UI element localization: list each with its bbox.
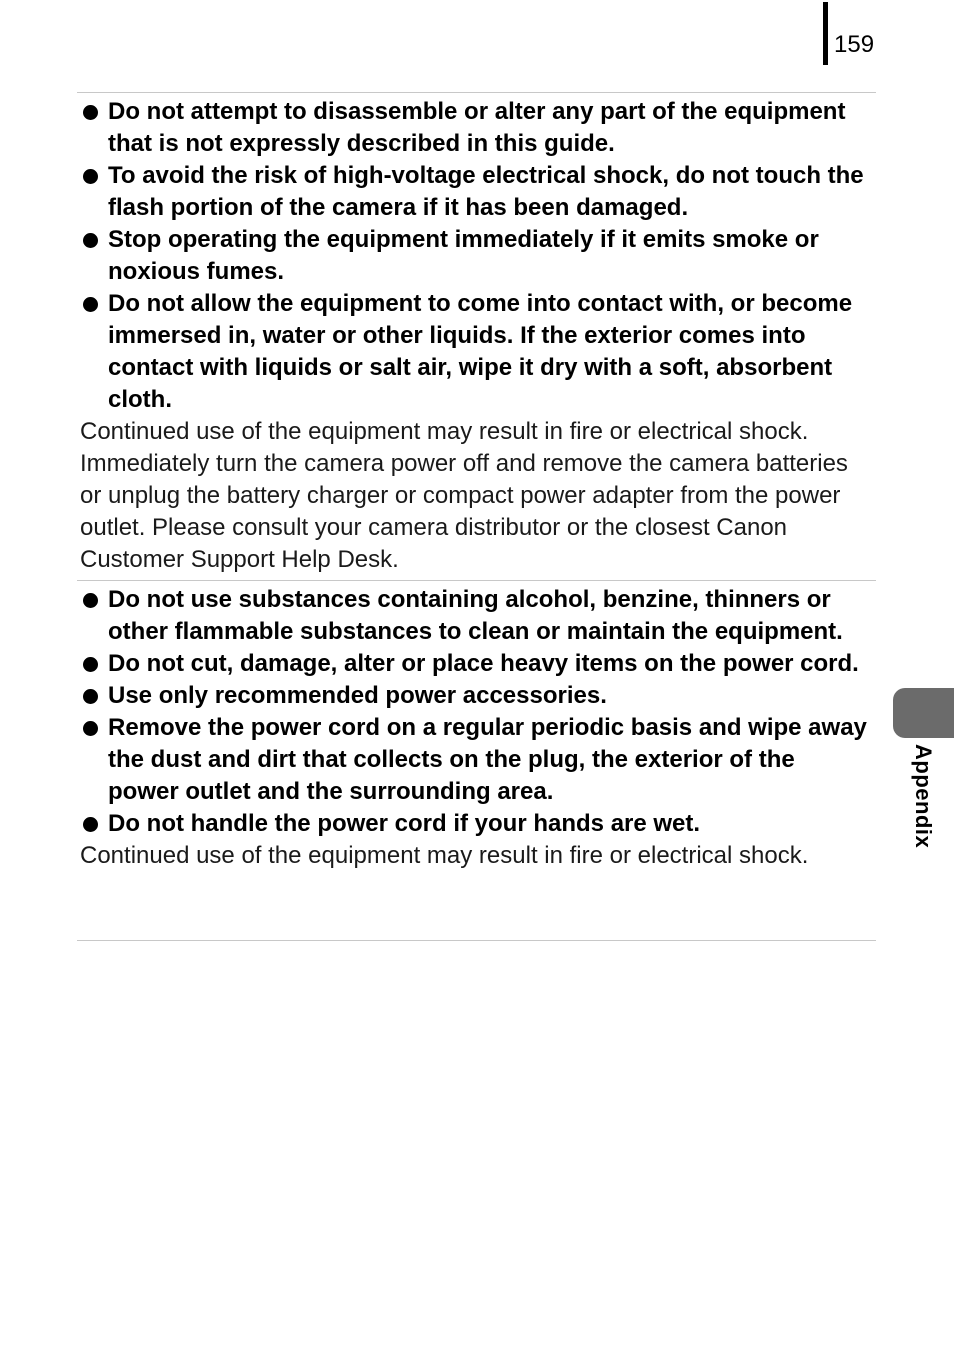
- appendix-tab-marker: [893, 688, 954, 738]
- warning-item: [80, 160, 872, 224]
- warning-text: Do not handle the power cord if your hands are wet.: [108, 810, 701, 837]
- page-number: 159: [834, 31, 875, 58]
- bullet-icon: [83, 593, 98, 608]
- warning-text: Do not cut, damage, alter or place heavy items on the power cord.: [108, 650, 859, 677]
- warning-item: [80, 712, 872, 808]
- bullet-icon: [83, 721, 98, 736]
- appendix-tab-label: Appendix: [911, 744, 936, 849]
- bullet-icon: [83, 689, 98, 704]
- warning-item: [80, 680, 872, 712]
- warning-section-1: [80, 96, 872, 576]
- warning-item: [80, 96, 872, 160]
- consequence-note: Continued use of the equipment may result in fire or electrical shock. Immediately turn the camera power off and remove the camera batteries or unplug the battery charger or compact power adapter from the power outlet. Please consult your camera distributor or the closest Canon Customer Support Help Desk.: [80, 418, 848, 573]
- warning-item: [80, 648, 872, 680]
- warning-text: Do not allow the equipment to come into contact with, or become immersed in, water or other liquids. If the exterior comes into contact with liquids or salt air, wipe it dry with a soft, absorbent cloth.: [108, 290, 853, 413]
- warning-list-2: [80, 584, 872, 840]
- consequence-note: Continued use of the equipment may result in fire or electrical shock.: [80, 842, 809, 869]
- warning-item: [80, 808, 872, 840]
- warning-section-2: [80, 584, 872, 872]
- warning-list-1: [80, 96, 872, 416]
- bullet-icon: [83, 169, 98, 184]
- bullet-icon: [83, 297, 98, 312]
- warning-text: To avoid the risk of high-voltage electrical shock, do not touch the flash portion of the camera if it has been damaged.: [108, 162, 864, 221]
- warning-item: [80, 584, 872, 648]
- bullet-icon: [83, 105, 98, 120]
- warning-text: Do not attempt to disassemble or alter any part of the equipment that is not expressly described in this guide.: [108, 98, 846, 157]
- bullet-icon: [83, 233, 98, 248]
- bullet-icon: [83, 817, 98, 832]
- bottom-divider: [77, 940, 876, 941]
- warning-item: [80, 224, 872, 288]
- warning-text: Stop operating the equipment immediately if it emits smoke or noxious fumes.: [108, 226, 819, 285]
- page-number-bar: [823, 2, 828, 65]
- top-divider: [77, 92, 876, 93]
- warning-text: Remove the power cord on a regular periodic basis and wipe away the dust and dirt that collects on the plug, the exterior of the power outlet and the surrounding area.: [108, 714, 867, 805]
- section-divider: [77, 580, 876, 581]
- bullet-icon: [83, 657, 98, 672]
- warning-item: [80, 288, 872, 416]
- warning-text: Use only recommended power accessories.: [108, 682, 607, 709]
- warning-text: Do not use substances containing alcohol, benzine, thinners or other flammable substances to clean or maintain the equipment.: [108, 586, 843, 645]
